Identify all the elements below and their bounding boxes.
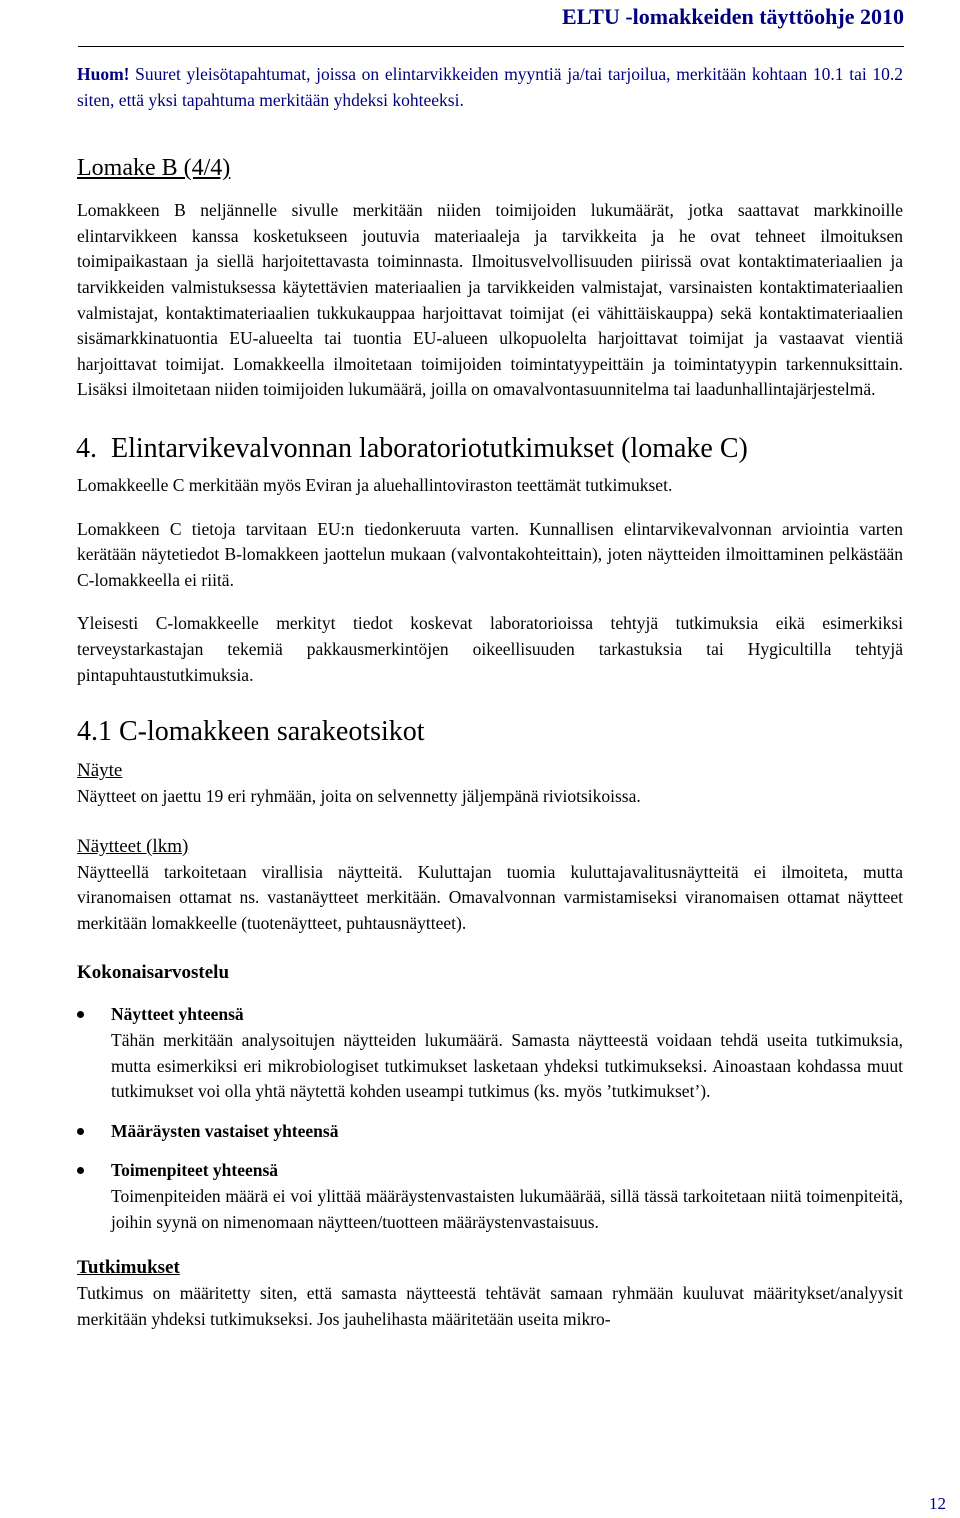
lomake-b-heading: Lomake B (4/4) <box>77 155 231 182</box>
kokonaisarvostelu-list <box>77 1002 903 1235</box>
list-item <box>77 1119 903 1145</box>
section-4-paragraph-3: Yleisesti C-lomakkeelle merkityt tiedot koskevat laboratorioissa tehtyjä tutkimuksia eikä esimerkiksi terveystarkastajan tekemiä pakkausmerkintöjen oikeellisuuden tarkastuksia tai Hygicultilla tehtyjä pintapuhtaustutkimuksia. <box>77 613 903 685</box>
tutkimukset-text: Tutkimus on määritetty siten, että samasta näytteestä tehtävät samaan ryhmään kuuluvat määritykset/analyysit merkitään yhdeksi tutkimukseksi. Jos jauhelihasta määritetään useita mikro- <box>77 1283 903 1329</box>
section-4-1-heading: 4.1 C-lomakkeen sarakeotsikot <box>77 716 425 748</box>
section-4-heading <box>77 431 903 467</box>
list-item-text: Tähän merkitään analysoitujen näytteiden lukumäärä. Samasta näytteestä voidaan tehdä useita tutkimuksia, mutta esimerkiksi eri mikrobiologiset tutkimukset lasketaan yhdeksi tutkimukseksi. Ainoastaan kohdassa muut tutkimukset voi olla yhtä näytettä kohden useampi tutkimus (ks. myös ’tutkimukset’). <box>111 1030 903 1102</box>
naytteet-lkm-heading: Näytteet (lkm) <box>77 835 189 857</box>
nayte-heading: Näyte <box>77 760 123 782</box>
bullet-icon <box>77 1011 84 1018</box>
page-header <box>78 0 904 47</box>
lomake-b-paragraph: Lomakkeen B neljännelle sivulle merkitään niiden toimijoiden lukumäärät, jotka saattavat markkinoille elintarvikkeen kanssa kosketukseen joutuvia materiaaleja ja tarvikkeita ja he ovat tehneet ilmoituksen toimipaikastaan ja siellä harjoitettavasta toiminnasta. Ilmoitusvelvollisuuden piirissä ovat kontaktimateriaalien ja tarvikkeiden valmistuksessa käytettävien materiaalien ja tarvikkeiden valmistajat, varsinaisten kontaktimateriaalien valmistajat, kontaktimateriaalien tukkukauppaa harjoittavat toimijat (ei vähittäiskauppa) sekä kontaktimateriaalien sisämarkkinatuontia EU-alueelta tai tuontia EU-alueen ulkopuolelta harjoittavat toimijat ja vastaavat vientiä harjoittavat toimijat. Lomakkeella ilmoitetaan toimijoiden toimintatyypeittäin ja toimintatyypin tarkennuksittain. Lisäksi ilmoitetaan niiden toimijoiden lukumäärä, joilla on omavalvontasuunnitelma tai laadunhallintajärjestelmä. <box>77 200 903 400</box>
tutkimukset-heading: Tutkimukset <box>77 1257 180 1279</box>
page-number: 12 <box>929 1494 946 1513</box>
list-item <box>77 1002 903 1104</box>
naytteet-lkm-text: Näytteellä tarkoitetaan virallisia näytteitä. Kuluttajan tuomia kuluttajavalitusnäytteitä ei ilmoiteta, mutta viranomaisen ottamat ns. vastanäytteet merkitään. Omavalvonnan varmistamiseksi viranomaisen ottamat näytteet merkitään lomakkeelle (tuotenäytteet, puhtausnäytteet). <box>77 861 903 933</box>
list-item-label: Näytteet yhteensä <box>111 1004 244 1025</box>
bullet-icon <box>77 1167 84 1174</box>
section-4-paragraph-1: Lomakkeelle C merkitään myös Eviran ja aluehallintoviraston teettämät tutkimukset. <box>77 474 673 495</box>
section-4-number: 4. <box>76 432 97 464</box>
huom-text: Suuret yleisötapahtumat, joissa on elintarvikkeiden myyntiä ja/tai tarjoilua, merkitään kohtaan 10.1 tai 10.2 siten, että yksi tapahtuma merkitään yhdeksi kohteeksi. <box>77 64 903 110</box>
section-4-title: Elintarvikevalvonnan laboratoriotutkimukset (lomake C) <box>111 432 748 464</box>
kokonaisarvostelu-heading: Kokonaisarvostelu <box>77 962 230 984</box>
list-item-label: Toimenpiteet yhteensä <box>111 1160 279 1181</box>
huom-label: Huom! <box>77 64 130 84</box>
huom-note <box>77 62 903 113</box>
nayte-text: Näytteet on jaettu 19 eri ryhmään, joita on selvennetty jäljempänä riviotsikoissa. <box>77 786 641 807</box>
section-4-paragraph-2: Lomakkeen C tietoja tarvitaan EU:n tiedonkeruuta varten. Kunnallisen elintarvikevalvonnan arviointia varten kerätään näytetiedot B-lomakkeen jaottelun mukaan (valvontakohteittain), joten näytteiden ilmoittaminen pelkästään C-lomakkeella ei riitä. <box>77 518 903 590</box>
bullet-icon <box>77 1128 84 1135</box>
header-title: ELTU -lomakkeiden täyttöohje 2010 <box>561 4 904 29</box>
document-body <box>77 62 903 1332</box>
list-item-label: Määräysten vastaiset yhteensä <box>111 1120 339 1141</box>
list-item-text: Toimenpiteiden määrä ei voi ylittää määräystenvastaisten lukumäärää, sillä tässä tarkoitetaan niitä toimenpiteitä, joihin syynä on nimenomaan näytteen/tuotteen määräystenvastaisuus. <box>111 1186 903 1232</box>
list-item <box>77 1158 903 1235</box>
